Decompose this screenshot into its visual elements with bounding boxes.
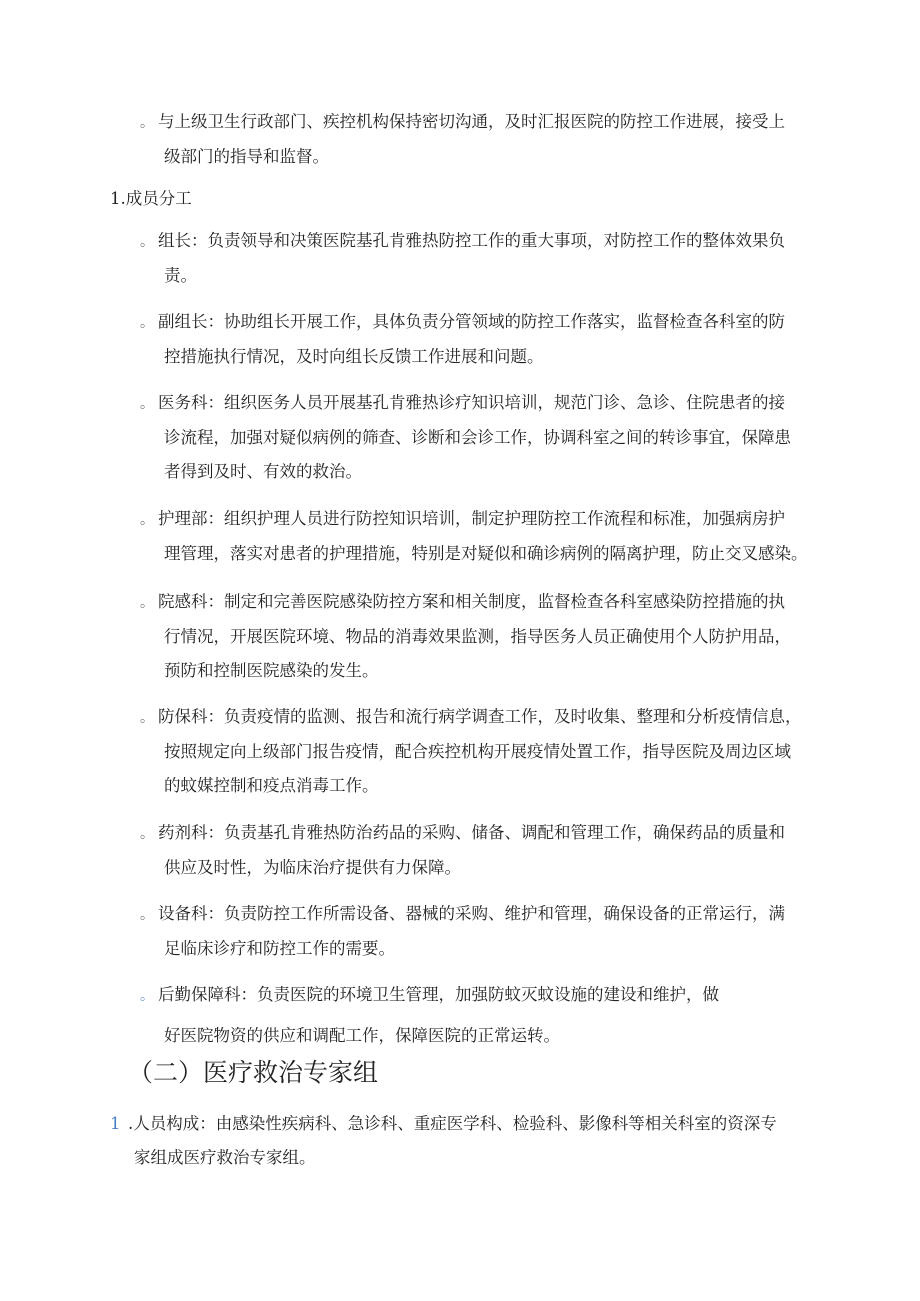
member-line: 足临床诊疗和防控工作的需要。 bbox=[164, 939, 395, 958]
member-bullet bbox=[140, 897, 820, 966]
member-line: 药剂科：负责基孔肯雅热防治药品的采购、储备、调配和管理工作，确保药品的质量和 bbox=[158, 823, 785, 842]
member-line: 预防和控制医院感染的发生。 bbox=[164, 661, 379, 680]
member-line: 按照规定向上级部门报告疫情，配合疾控机构开展疫情处置工作，指导医院及周边区域 bbox=[164, 742, 791, 761]
bullet-mark: 。 bbox=[140, 826, 154, 842]
bullet-mark: 。 bbox=[140, 512, 154, 528]
numbered-item-1 bbox=[110, 1107, 830, 1175]
item1-line-1: .人员构成：由感染性疾病科、急诊科、重症医学科、检验科、影像科等相关科室的资深专 bbox=[128, 1114, 777, 1133]
member-line: 者得到及时、有效的救治。 bbox=[164, 462, 362, 481]
item-number: 1 bbox=[110, 1114, 121, 1133]
bullet-mark: 。 bbox=[140, 907, 154, 923]
bullet-mark: 。 bbox=[140, 988, 154, 1004]
member-line: 副组长：协助组长开展工作，具体负责分管领域的防控工作落实，监督检查各科室的防 bbox=[158, 312, 785, 331]
member-line: 组长：负责领导和决策医院基孔肯雅热防控工作的重大事项，对防控工作的整体效果负 bbox=[158, 231, 785, 250]
member-bullet bbox=[140, 816, 820, 885]
bullet-mark: 。 bbox=[140, 710, 154, 726]
member-bullet bbox=[140, 700, 820, 803]
member-line: 控措施执行情况，及时向组长反馈工作进展和问题。 bbox=[164, 347, 544, 366]
member-bullet bbox=[140, 224, 820, 293]
intro-bullet bbox=[140, 105, 820, 174]
member-bullet bbox=[140, 585, 820, 688]
member-line: 院感科：制定和完善医院感染防控方案和相关制度，监督检查各科室感染防控措施的执 bbox=[158, 592, 785, 611]
item1-line-2: 家组成医疗救治专家组。 bbox=[134, 1148, 316, 1167]
bullet-mark: 。 bbox=[140, 396, 154, 412]
bullet-mark: 。 bbox=[140, 315, 154, 331]
member-line: 理管理，落实对患者的护理措施，特别是对疑似和确诊病例的隔离护理，防止交叉感染。 bbox=[164, 544, 808, 563]
section-heading-member-roles: 1.成员分工 bbox=[110, 189, 192, 208]
bullet-mark: 。 bbox=[140, 115, 154, 131]
member-line: 诊流程，加强对疑似病例的筛查、诊断和会诊工作，协调科室之间的转诊事宜，保障患 bbox=[164, 428, 791, 447]
member-line: 责。 bbox=[164, 266, 197, 285]
member-line: 行情况，开展医院环境、物品的消毒效果监测，指导医务人员正确使用个人防护用品， bbox=[164, 627, 791, 646]
member-line: 防保科：负责疫情的监测、报告和流行病学调查工作，及时收集、整理和分析疫情信息， bbox=[158, 707, 802, 726]
section-heading-expert-group: （二）医疗救治专家组 bbox=[128, 1058, 379, 1087]
bullet-mark: 。 bbox=[140, 234, 154, 250]
member-line: 护理部：组织护理人员进行防控知识培训，制定护理防控工作流程和标准，加强病房护 bbox=[158, 509, 785, 528]
bullet-mark: 。 bbox=[140, 595, 154, 611]
logistics-bullet bbox=[140, 978, 820, 1013]
member-line: 设备科：负责防控工作所需设备、器械的采购、维护和管理，确保设备的正常运行，满 bbox=[158, 904, 785, 923]
logistics-line-2: 好医院物资的供应和调配工作，保障医院的正常运转。 bbox=[164, 1026, 560, 1045]
member-bullet bbox=[140, 502, 820, 571]
intro-line-1: 与上级卫生行政部门、疾控机构保持密切沟通，及时汇报医院的防控工作进展，接受上 bbox=[158, 112, 785, 131]
intro-line-2: 级部门的指导和监督。 bbox=[164, 147, 329, 166]
member-line: 的蚊媒控制和疫点消毒工作。 bbox=[164, 776, 379, 795]
member-bullet bbox=[140, 305, 820, 374]
member-line: 医务科：组织医务人员开展基孔肯雅热诊疗知识培训，规范门诊、急诊、住院患者的接 bbox=[158, 393, 785, 412]
logistics-line-1: 后勤保障科：负责医院的环境卫生管理，加强防蚊灭蚊设施的建设和维护，做 bbox=[158, 985, 719, 1004]
member-bullet bbox=[140, 386, 820, 489]
member-line: 供应及时性，为临床治疗提供有力保障。 bbox=[164, 858, 461, 877]
